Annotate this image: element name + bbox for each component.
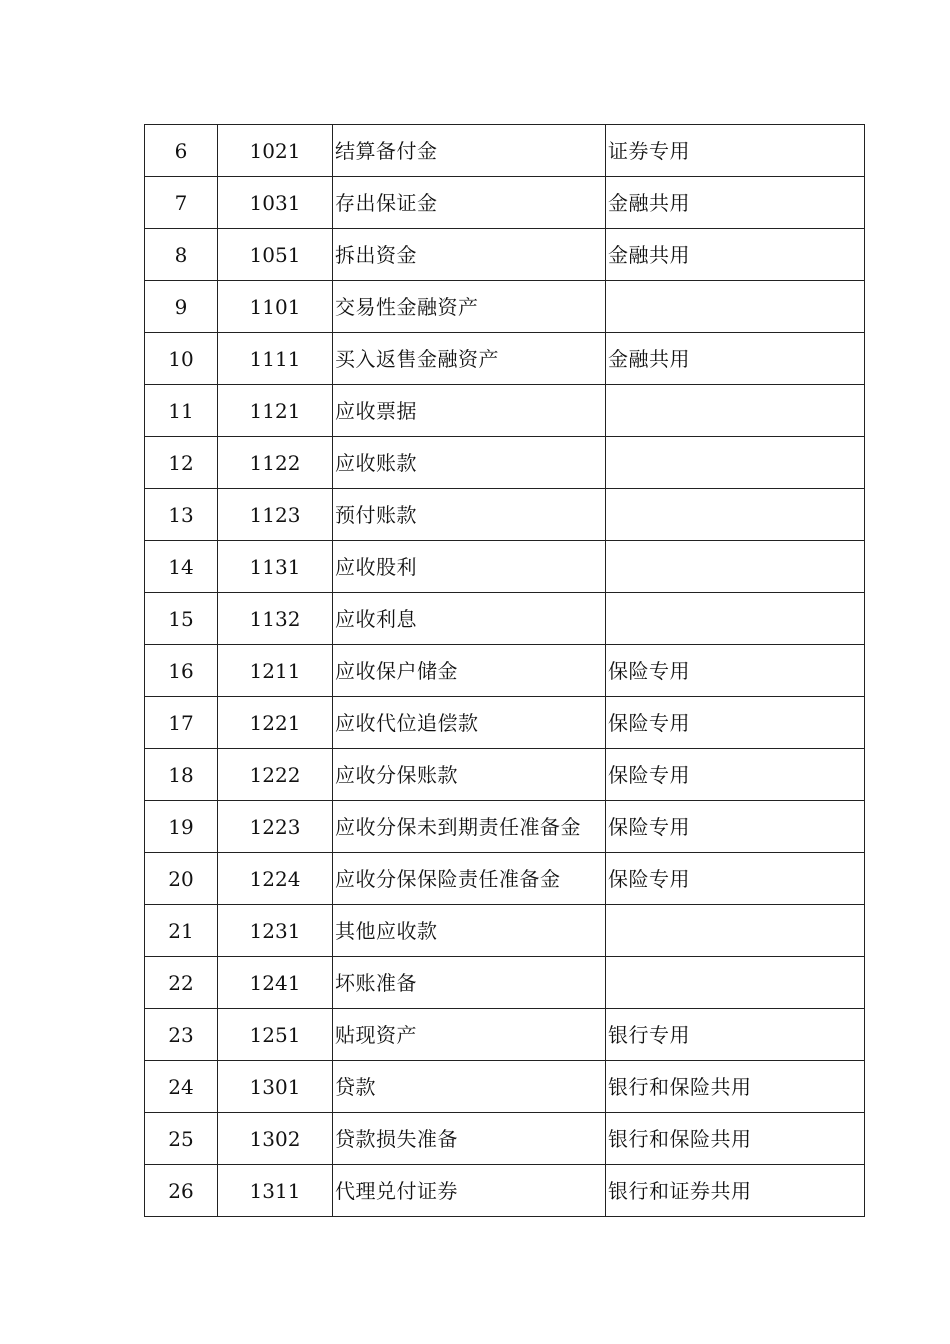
account-name: 结算备付金 xyxy=(333,125,606,177)
usage-scope xyxy=(606,489,865,541)
table-row xyxy=(145,1061,865,1113)
account-code: 1221 xyxy=(218,697,333,749)
table-row xyxy=(145,177,865,229)
usage-scope: 保险专用 xyxy=(606,697,865,749)
account-code: 1021 xyxy=(218,125,333,177)
table-row xyxy=(145,905,865,957)
table-row xyxy=(145,957,865,1009)
row-number: 11 xyxy=(145,385,218,437)
row-number: 24 xyxy=(145,1061,218,1113)
usage-scope xyxy=(606,593,865,645)
table-row xyxy=(145,281,865,333)
account-name: 交易性金融资产 xyxy=(333,281,606,333)
row-number: 12 xyxy=(145,437,218,489)
account-code: 1132 xyxy=(218,593,333,645)
account-name: 应收保户储金 xyxy=(333,645,606,697)
usage-scope: 金融共用 xyxy=(606,333,865,385)
usage-scope xyxy=(606,957,865,1009)
usage-scope: 银行专用 xyxy=(606,1009,865,1061)
table-row xyxy=(145,489,865,541)
row-number: 20 xyxy=(145,853,218,905)
table-row xyxy=(145,697,865,749)
account-name: 预付账款 xyxy=(333,489,606,541)
table-row xyxy=(145,385,865,437)
account-name: 应收分保账款 xyxy=(333,749,606,801)
account-code: 1211 xyxy=(218,645,333,697)
table-row xyxy=(145,229,865,281)
row-number: 25 xyxy=(145,1113,218,1165)
account-code: 1311 xyxy=(218,1165,333,1217)
row-number: 10 xyxy=(145,333,218,385)
row-number: 23 xyxy=(145,1009,218,1061)
account-name: 应收利息 xyxy=(333,593,606,645)
usage-scope: 保险专用 xyxy=(606,801,865,853)
row-number: 21 xyxy=(145,905,218,957)
account-code: 1111 xyxy=(218,333,333,385)
usage-scope: 保险专用 xyxy=(606,749,865,801)
table-row xyxy=(145,1113,865,1165)
usage-scope: 银行和保险共用 xyxy=(606,1113,865,1165)
account-code: 1051 xyxy=(218,229,333,281)
account-name: 买入返售金融资产 xyxy=(333,333,606,385)
table-row xyxy=(145,541,865,593)
table-row xyxy=(145,1165,865,1217)
row-number: 19 xyxy=(145,801,218,853)
usage-scope xyxy=(606,281,865,333)
account-code: 1031 xyxy=(218,177,333,229)
account-code: 1224 xyxy=(218,853,333,905)
account-name: 应收账款 xyxy=(333,437,606,489)
usage-scope: 银行和保险共用 xyxy=(606,1061,865,1113)
table-row xyxy=(145,749,865,801)
account-code: 1121 xyxy=(218,385,333,437)
account-name: 存出保证金 xyxy=(333,177,606,229)
account-code: 1241 xyxy=(218,957,333,1009)
row-number: 13 xyxy=(145,489,218,541)
account-name: 贷款 xyxy=(333,1061,606,1113)
table-row xyxy=(145,437,865,489)
usage-scope xyxy=(606,437,865,489)
row-number: 22 xyxy=(145,957,218,1009)
row-number: 16 xyxy=(145,645,218,697)
account-name: 应收分保未到期责任准备金 xyxy=(333,801,606,853)
account-code: 1101 xyxy=(218,281,333,333)
account-name: 贷款损失准备 xyxy=(333,1113,606,1165)
usage-scope: 保险专用 xyxy=(606,853,865,905)
table-row xyxy=(145,593,865,645)
table-row xyxy=(145,1009,865,1061)
row-number: 7 xyxy=(145,177,218,229)
row-number: 14 xyxy=(145,541,218,593)
row-number: 26 xyxy=(145,1165,218,1217)
account-name: 应收票据 xyxy=(333,385,606,437)
row-number: 15 xyxy=(145,593,218,645)
usage-scope xyxy=(606,385,865,437)
account-name: 其他应收款 xyxy=(333,905,606,957)
accounts-table-body xyxy=(145,125,865,1217)
account-code: 1131 xyxy=(218,541,333,593)
table-row xyxy=(145,801,865,853)
account-code: 1302 xyxy=(218,1113,333,1165)
usage-scope xyxy=(606,905,865,957)
usage-scope: 证券专用 xyxy=(606,125,865,177)
row-number: 8 xyxy=(145,229,218,281)
account-name: 坏账准备 xyxy=(333,957,606,1009)
account-name: 代理兑付证券 xyxy=(333,1165,606,1217)
account-code: 1301 xyxy=(218,1061,333,1113)
account-name: 拆出资金 xyxy=(333,229,606,281)
account-name: 应收代位追偿款 xyxy=(333,697,606,749)
row-number: 17 xyxy=(145,697,218,749)
account-code: 1122 xyxy=(218,437,333,489)
account-code: 1231 xyxy=(218,905,333,957)
usage-scope: 保险专用 xyxy=(606,645,865,697)
usage-scope: 银行和证券共用 xyxy=(606,1165,865,1217)
account-code: 1251 xyxy=(218,1009,333,1061)
account-name: 应收分保保险责任准备金 xyxy=(333,853,606,905)
accounts-table xyxy=(144,124,865,1217)
row-number: 6 xyxy=(145,125,218,177)
usage-scope: 金融共用 xyxy=(606,177,865,229)
row-number: 9 xyxy=(145,281,218,333)
account-code: 1123 xyxy=(218,489,333,541)
table-row xyxy=(145,853,865,905)
table-row xyxy=(145,333,865,385)
row-number: 18 xyxy=(145,749,218,801)
account-code: 1222 xyxy=(218,749,333,801)
account-code: 1223 xyxy=(218,801,333,853)
account-name: 贴现资产 xyxy=(333,1009,606,1061)
usage-scope: 金融共用 xyxy=(606,229,865,281)
table-row xyxy=(145,645,865,697)
usage-scope xyxy=(606,541,865,593)
table-row xyxy=(145,125,865,177)
account-name: 应收股利 xyxy=(333,541,606,593)
